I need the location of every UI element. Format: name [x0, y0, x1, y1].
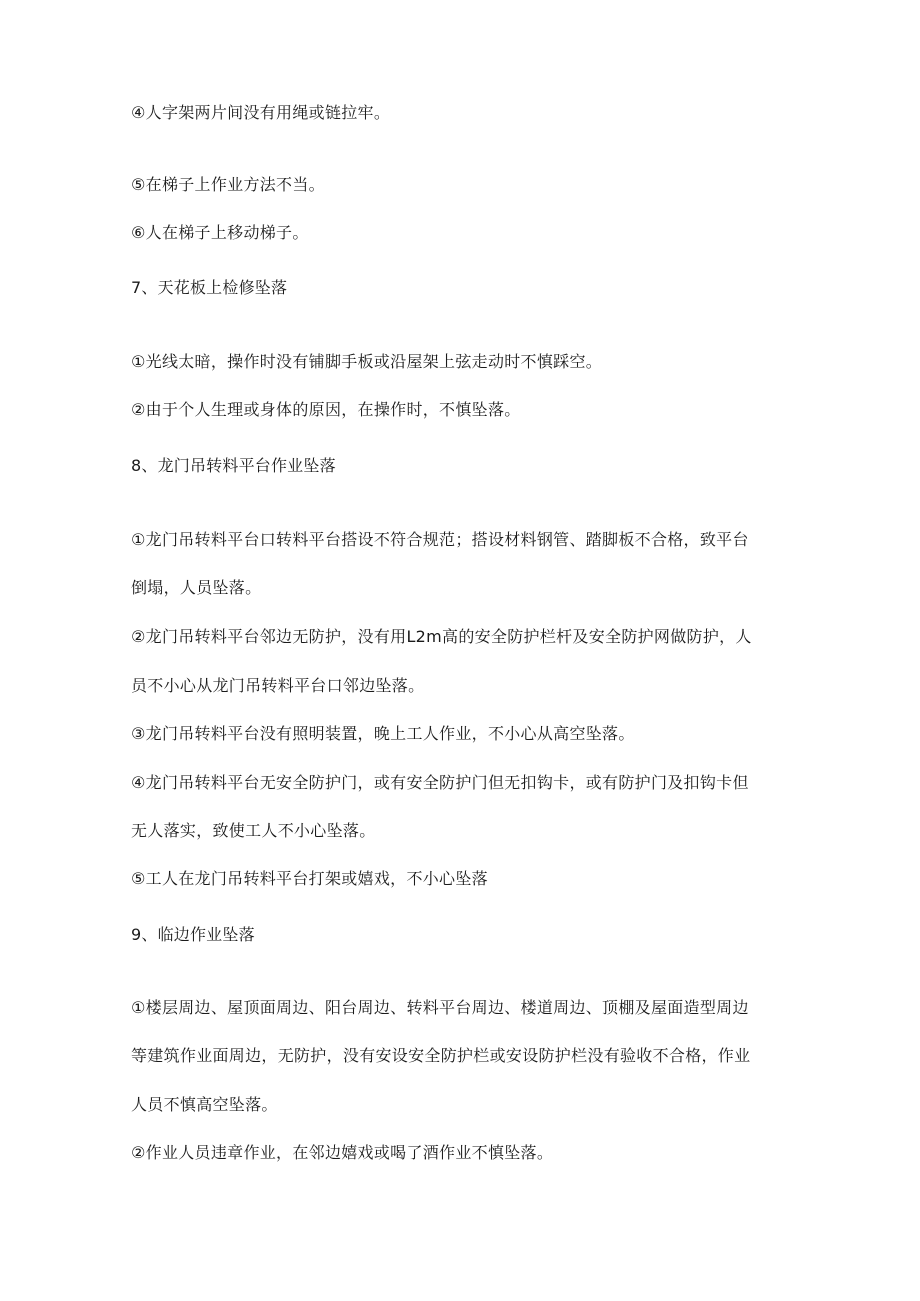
item-2-violation-work: ②作业人员违章作业，在邻边嬉戏或喝了酒作业不慎坠落。: [131, 1143, 554, 1162]
item-4-platform-door-line1: ④龙门吊转料平台无安全防护门，或有安全防护门但无扣钩卡，或有防护门及扣钩卡但: [131, 773, 749, 792]
section-7-heading: 7、天花板上检修坠落: [131, 278, 288, 297]
section-9-heading: 9、临边作业坠落: [131, 925, 255, 944]
item-1-light-dark: ①光线太暗，操作时没有铺脚手板或沿屋架上弦走动时不慎踩空。: [131, 352, 603, 371]
item-5-platform-fighting: ⑤工人在龙门吊转料平台打架或嬉戏，不小心坠落: [131, 869, 488, 888]
item-3-platform-lighting: ③龙门吊转料平台没有照明装置，晚上工人作业，不小心从高空坠落。: [131, 724, 635, 743]
section-8-heading: 8、龙门吊转料平台作业坠落: [131, 456, 336, 475]
item-4-platform-door-line2: 无人落实，致使工人不小心坠落。: [131, 821, 376, 840]
item-1-platform-setup-line2: 倒塌，人员坠落。: [131, 578, 262, 597]
item-1-edge-work-line2: 等建筑作业面周边，无防护，没有安设安全防护栏或安设防护栏没有验收不合格，作业: [131, 1046, 751, 1065]
item-2-platform-edge-line2: 员不小心从龙门吊转料平台口邻边坠落。: [131, 676, 425, 695]
item-2-platform-edge-line1: ②龙门吊转料平台邻边无防护，没有用L2m高的安全防护栏杆及安全防护网做防护，人: [131, 627, 752, 646]
item-4-ladder-frame: ④人字架两片间没有用绳或链拉牢。: [131, 103, 391, 122]
item-6-ladder-moving: ⑥人在梯子上移动梯子。: [131, 223, 309, 242]
item-1-platform-setup-line1: ①龙门吊转料平台口转料平台搭设不符合规范；搭设材料钢管、踏脚板不合格，致平台: [131, 530, 749, 549]
item-1-edge-work-line1: ①楼层周边、屋顶面周边、阳台周边、转料平台周边、楼道周边、顶棚及屋面造型周边: [131, 998, 749, 1017]
item-2-physiology: ②由于个人生理或身体的原因，在操作时，不慎坠落。: [131, 400, 521, 419]
item-1-edge-work-line3: 人员不慎高空坠落。: [131, 1095, 278, 1114]
item-5-ladder-method: ⑤在梯子上作业方法不当。: [131, 175, 325, 194]
